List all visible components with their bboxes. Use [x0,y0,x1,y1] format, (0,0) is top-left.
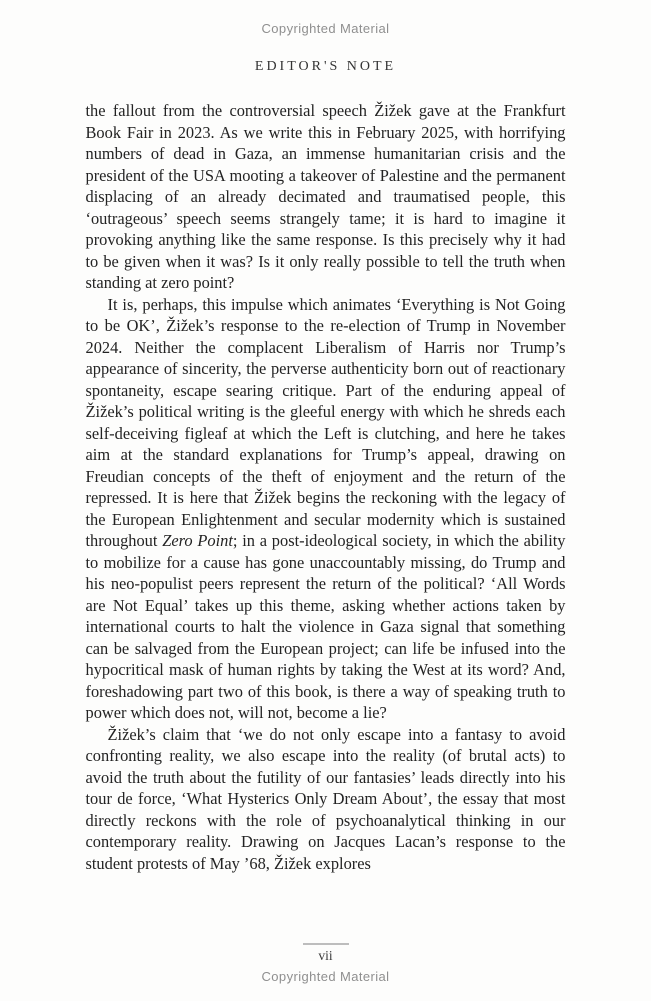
editors-note-body [86,100,566,874]
footer-rule [303,943,349,945]
editors-note-heading: EDITOR'S NOTE [254,59,397,74]
paragraph-frankfurt-fallout: the fallout from the controversial speech Žižek gave at the Frankfurt Book Fair in 2023. As we write this in February 2025, with horrifying numbers of dead in Gaza, an immense humanitarian crisis and the president of the USA mooting a takeover of Palestine and the permanent displacing of an already decimated and traumatised people, this ‘outrageous’ speech seems strangely tame; it is hard to imagine it provoking anything like the same response. Is this precisely why it had to be given when it was? Is it only really possible to tell the truth when standing at zero point? [85,101,566,292]
page-footer [0,943,651,984]
zero-point-book-title: Zero Point [162,531,233,550]
paragraph-zizek-claim: Žižek’s claim that ‘we do not only escape into a fantasy to avoid confronting reality, we also escape into the reality (of brutal acts) to avoid the truth about the futility of our fantasies’ leads directly into his tour de force, ‘What Hysterics Only Dream About’, the essay that most directly reckons with the role of psychoanalytical thinking in our contemporary reality. Drawing on Jacques Lacan’s response to the student protests of May ’68, Žižek explores [85,724,566,873]
paragraph-impulse [86,294,566,724]
paragraph-impulse-continuation: ; in a post-ideological society, in which the ability to mobilize for a cause has gone unaccountably missing, do Trump and his neo-populist peers represent the return of the political? ‘All Words are Not Equal’ takes up this theme, asking whether actions taken by international courts to halt the violence in Gaza signal that something can be salvaged from the European project; can life be infused into the hypocritical mask of human rights by taking the West at its word? And, foreshadowing part two of this book, is there a way of speaking truth to power which does not, will not, become a lie? [85,531,566,722]
paragraph-impulse-text: It is, perhaps, this impulse which animates ‘Everything is Not Going to be OK’, Žižek’s response to the re-election of Trump in November 2024. Neither the complacent Liberalism of Harris nor Trump’s appearance of sincerity, the perverse authenticity born out of reactionary spontaneity, escape searing critique. Part of the enduring appeal of Žižek’s political writing is the gleeful energy with which he shreds each self-deceiving figleaf at which the Left is clutching, and here he takes aim at the standard explanations for Trump’s appeal, drawing on Freudian concepts of the theft of enjoyment and the return of the repressed. It is here that Žižek begins the reckoning with the legacy of the European Enlightenment and secular modernity which is sustained throughout [85,294,566,550]
page-number: vii [318,948,333,963]
copyright-notice-top: Copyrighted Material [261,21,390,36]
copyright-notice-bottom: Copyrighted Material [261,969,390,984]
